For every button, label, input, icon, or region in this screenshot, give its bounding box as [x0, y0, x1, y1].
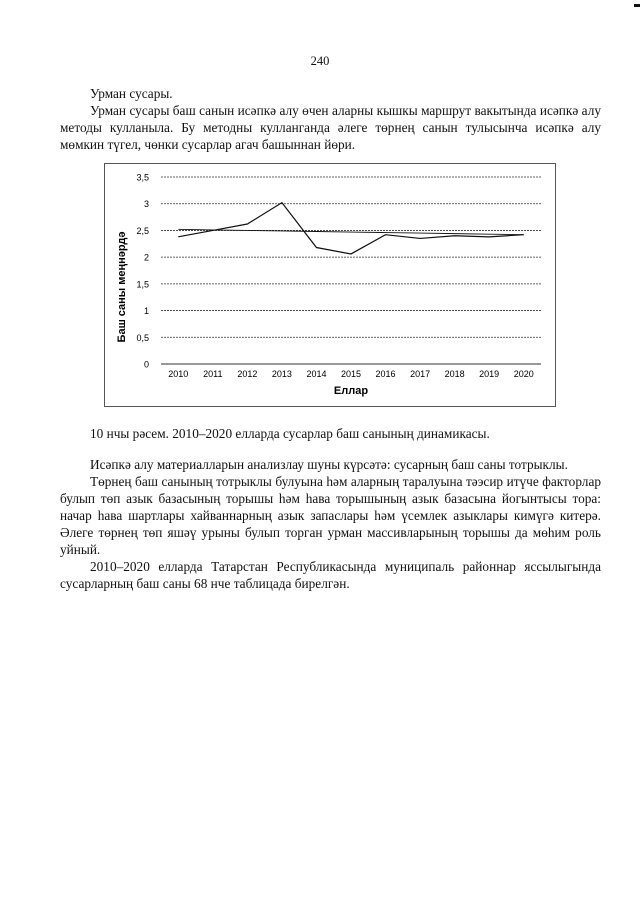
- x-tick-labels: [168, 369, 533, 379]
- series-lines: [178, 203, 523, 254]
- x-tick-label: 2020: [513, 369, 534, 379]
- y-tick-label: 1,5: [136, 279, 149, 290]
- chart-container: [104, 163, 556, 407]
- grid-lines: [161, 177, 541, 364]
- x-tick-label: 2017: [410, 369, 431, 379]
- section-title: Урман сусары.: [90, 86, 173, 101]
- x-tick-label: 2018: [444, 369, 465, 379]
- y-tick-label: 0: [143, 359, 149, 370]
- intro-text: [60, 85, 601, 153]
- corner-mark: [634, 4, 640, 7]
- y-axis-label: Баш саны меңнәрдә: [116, 231, 128, 343]
- y-tick-label: 2,5: [136, 225, 149, 236]
- x-tick-label: 2013: [271, 369, 292, 379]
- line-chart: [105, 164, 555, 406]
- x-tick-label: 2010: [168, 369, 189, 379]
- figure-caption: 10 нчы рәсем. 2010–2020 елларда сусарлар баш санының динамикасы.: [90, 426, 490, 441]
- x-tick-label: 2012: [237, 369, 258, 379]
- y-tick-labels: [136, 173, 149, 370]
- y-tick-label: 2: [143, 252, 149, 263]
- y-tick-label: 3: [143, 199, 149, 210]
- x-tick-label: 2016: [375, 369, 396, 379]
- x-tick-label: 2019: [479, 369, 500, 379]
- x-tick-label: 2015: [340, 369, 362, 379]
- series-line-main: [178, 203, 523, 254]
- y-tick-label: 0,5: [136, 332, 149, 343]
- paragraph-2: Исәпкә алу материалларын анализлау шуны күрсәтә: сусарның баш саны тотрыклы.: [90, 457, 568, 472]
- body-text: [60, 456, 601, 592]
- paragraph-4: 2010–2020 елларда Татарстан Республикасында муниципаль районнар яссылыгында сусарларның баш саны 68 нче таблицада бирелгән.: [60, 559, 601, 591]
- page-number: 240: [310, 54, 330, 68]
- y-tick-label: 1: [143, 306, 149, 317]
- x-tick-label: 2011: [203, 369, 223, 379]
- x-tick-label: 2014: [306, 369, 327, 379]
- paragraph-3: Төрнең баш санының тотрыклы булуына һәм аларның таралуына тәэсир итүче факторлар булып төп азык базасының торышы һәм һава торышының азык базасына йогынтысы тора: начар һава шартлары хайваннарның азык запаслары һәм үсемлек азыклары кимүгә китерә. Әлеге төрнең төп яшәү урыны булып торган урман массивларының торышы да мөһим роль уйный.: [60, 474, 601, 557]
- y-tick-label: 3,5: [136, 172, 149, 183]
- x-axis-label: Еллар: [333, 385, 369, 397]
- paragraph-1: Урман сусары баш санын исәпкә алу өчен аларны кышкы маршрут вакытында исәпкә алу методы кулланыла. Бу методны кулланганда әлеге төрнең санын тулысынча исәпкә алу мөмкин түгел, чөнки сусарлар агач башыннан йөри.: [60, 103, 601, 152]
